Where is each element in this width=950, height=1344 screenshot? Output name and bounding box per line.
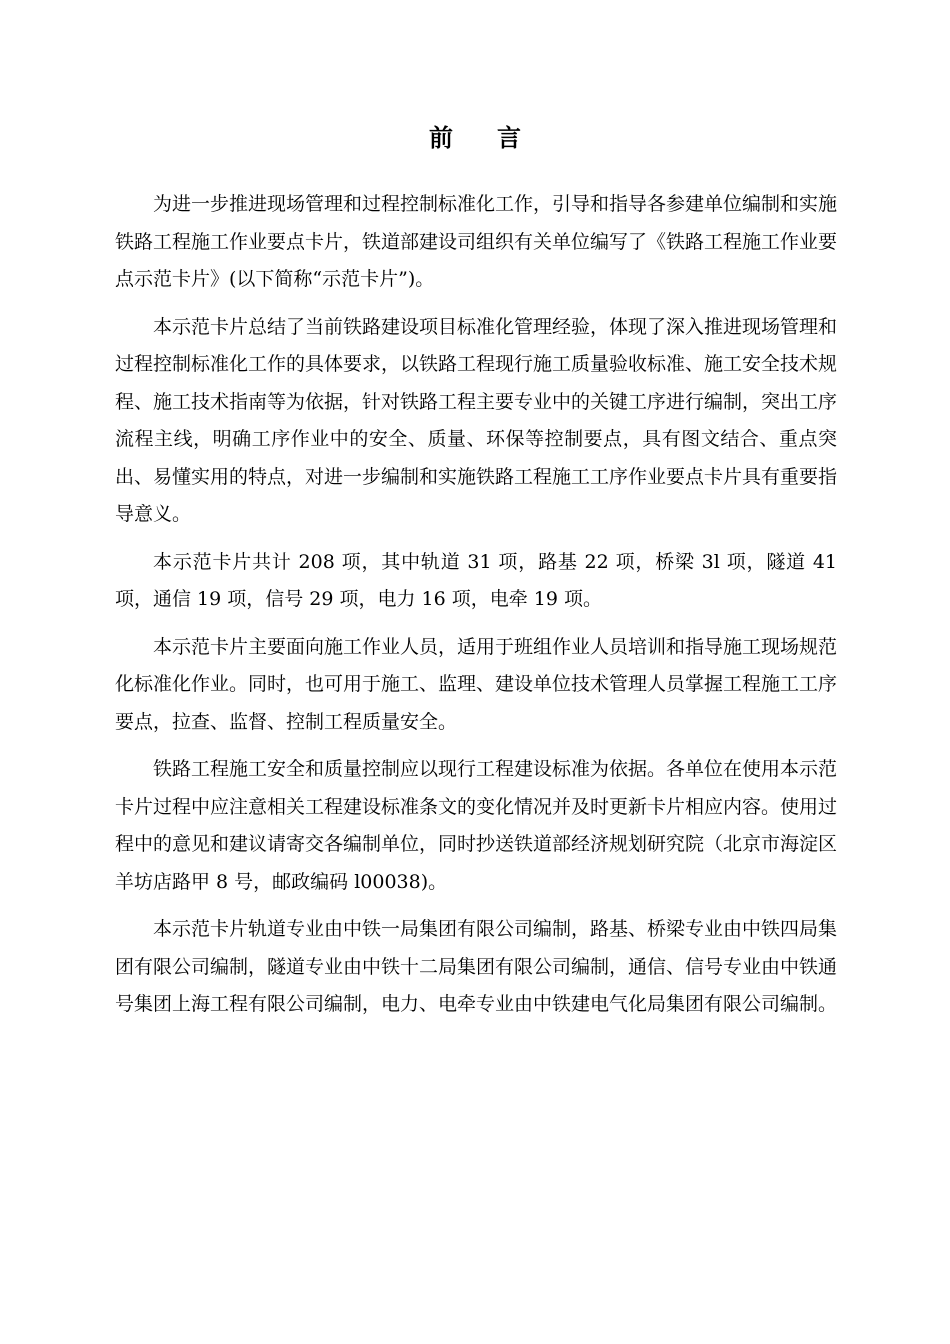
paragraph-2: 本示范卡片总结了当前铁路建设项目标准化管理经验，体现了深入推进现场管理和过程控制标准化工作的具体要求，以铁路工程现行施工质量验收标准、施工安全技术规程、施工技术指南等为依据，针对铁路工程主要专业中的关键工序进行编制，突出工序流程主线，明确工序作业中的安全、质量、环保等控制要点，具有图文结合、重点突出、易懂实用的特点，对进一步编制和实施铁路工程施工工序作业要点卡片具有重要指导意义。 [115,315,838,525]
paragraph-1: 为进一步推进现场管理和过程控制标准化工作，引导和指导各参建单位编制和实施铁路工程施工作业要点卡片，铁道部建设司组织有关单位编写了《铁路工程施工作业要点示范卡片》(以下简称“示范卡片”)。 [115,193,838,290]
paragraph-4: 本示范卡片主要面向施工作业人员，适用于班组作业人员培训和指导施工现场规范化标准化作业。同时，也可用于施工、监理、建设单位技术管理人员掌握工程施工工序要点，拉查、监督、控制工程质量安全。 [115,635,838,733]
paragraph-6: 本示范卡片轨道专业由中铁一局集团有限公司编制，路基、桥梁专业由中铁四局集团有限公司编制，隧道专业由中铁十二局集团有限公司编制，通信、信号专业由中铁通号集团上海工程有限公司编制，电力、电牵专业由中铁建电气化局集团有限公司编制。 [115,918,838,1015]
paragraph-5: 铁路工程施工安全和质量控制应以现行工程建设标准为依据。各单位在使用本示范卡片过程中应注意相关工程建设标准条文的变化情况并及时更新卡片相应内容。使用过程中的意见和建议请寄交各编制单位，同时抄送铁道部经济规划研究院（北京市海淀区羊坊店路甲 8 号，邮政编码 l00038)。 [115,758,838,893]
preface-body [115,186,837,1034]
page-title: 前言 [429,123,565,152]
paragraph-3: 本示范卡片共计 208 项，其中轨道 31 项，路基 22 项，桥梁 3l 项，隧道 41 项，通信 19 项，信号 29 项，电力 16 项，电牵 19 项。 [115,550,837,610]
